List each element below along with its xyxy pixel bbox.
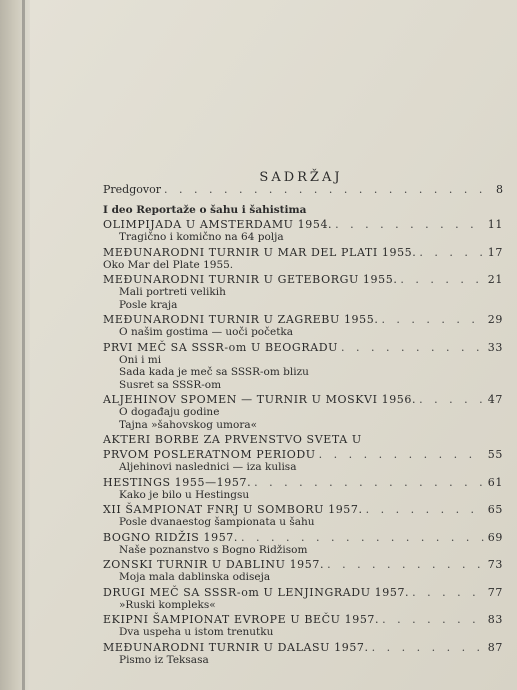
toc-entry-title: DRUGI MEČ SA SSSR-om U LENJINGRADU 1957. [103,585,410,599]
toc-entry [103,247,503,259]
toc-entry [103,274,503,286]
toc-entry-subtitle: »Ruski kompleks« [119,598,216,611]
toc-entry [103,642,503,654]
toc-heading: SADRŽAJ [259,170,343,185]
toc-entry-title: ALJEHINOV SPOMEN — TURNIR U MOSKVI 1956. [103,393,417,406]
toc-entry [103,342,503,354]
toc-entry-subtitle: Oni i mi [119,353,162,366]
toc-entry-subtitle: Moja mala dablinska odiseja [119,571,271,583]
toc-part-title-text: I deo Reportaže o šahu i šahistima [103,204,307,216]
toc-entry-subtitle: O našim gostima — uoči početka [119,326,294,338]
toc-entry-page: 65 [487,503,503,516]
toc-entry-subtitle: Oko Mar del Plate 1955. [103,258,234,271]
toc-entry-page: 73 [487,558,503,571]
toc-entry-page: 33 [487,340,503,354]
toc-entry-page: 21 [487,273,503,286]
book-spine-shadow [0,0,30,690]
toc-leader-dots [335,219,484,231]
toc-entry-subtitle: Posle dvanaestog šampionata u šahu [119,516,315,528]
toc-leader-dots [366,504,484,516]
toc-entry-title: EKIPNI ŠAMPIONAT EVROPE U BEČU 1957. [103,613,380,626]
toc-entry-subtitle: Mali portreti velikih [119,286,226,298]
toc-entry [103,477,503,489]
page-fold-line [22,0,25,690]
toc-entry-page: 83 [487,613,503,626]
toc-row-preface [103,184,503,196]
toc-leader-dots [419,394,484,406]
toc-entry-subtitle: Tragično i komično na 64 polja [119,231,284,243]
toc-entry [103,434,503,446]
toc-entry [103,504,503,516]
toc-entry-page: 55 [487,448,503,461]
toc-entry-title: XII ŠAMPIONAT FNRJ U SOMBORU 1957. [103,503,363,516]
toc-entry [103,314,503,326]
toc-entry [103,532,503,544]
toc-leader-dots [164,184,484,196]
toc-leader-dots [400,274,484,286]
toc-entry-title: MEĐUNARODNI TURNIR U DALASU 1957. [103,640,369,654]
toc-leader-dots [319,449,484,461]
toc-entry [103,219,503,231]
toc-entry-title: PRVI MEČ SA SSSR-om U BEOGRADU [103,340,339,354]
toc-entry-title: BOGNO RIDŽIS 1957. [103,530,238,544]
toc-entry-subtitle: Pismo iz Teksasa [119,653,209,666]
toc-entry-subtitle: Kako je bilo u Hestingsu [119,488,250,501]
toc-entry-subtitle: Dva uspeha u istom trenutku [119,626,274,638]
toc-leader-dots [341,342,484,354]
toc-leader-dots [412,587,484,599]
toc-entry-title: PRVOM POSLERATNOM PERIODU [103,448,316,461]
toc-leader-dots [381,314,484,326]
toc-entry-page: 29 [487,313,503,326]
toc-preface-page: 8 [496,183,503,196]
toc-entry-subtitle: Tajna »šahovskog umora« [119,418,258,431]
toc-entry [103,614,503,626]
toc-entry-page: 11 [487,218,503,231]
toc-entry-subtitle: Susret sa SSSR-om [119,378,222,391]
toc-leader-dots [372,642,484,654]
toc-entry-title: ZONSKI TURNIR U DABLINU 1957. [103,558,325,571]
toc-entry-title: MEĐUNARODNI TURNIR U GETEBORGU 1955. [103,273,398,286]
toc-entry-title: OLIMPIJADA U AMSTERDAMU 1954. [103,218,333,231]
toc-entry-page: 77 [487,585,503,599]
toc-entry-page: 87 [487,640,503,654]
toc-entry-subtitle: O događaju godine [119,406,220,418]
toc-entry-page: 69 [487,530,503,544]
book-page [30,0,517,690]
table-of-contents [103,182,503,666]
toc-entry-title: HESTINGS 1955—1957. [103,475,252,489]
toc-leader-dots [241,532,484,544]
toc-leader-dots [254,477,484,489]
toc-entry-subtitle: Sada kada je meč sa SSSR-om blizu [119,366,309,378]
toc-entry-page: 47 [487,393,503,406]
toc-entry-title: MEĐUNARODNI TURNIR U ZAGREBU 1955. [103,313,379,326]
toc-part-title [103,204,503,216]
toc-entry [103,559,503,571]
toc-entry-title: AKTERI BORBE ZA PRVENSTVO SVETA U [103,433,362,446]
toc-leader-dots [419,247,484,259]
toc-entry-page: 61 [487,475,503,489]
toc-entry [103,394,503,406]
toc-entry [103,587,503,599]
toc-entry-title: MEĐUNARODNI TURNIR U MAR DEL PLATI 1955. [103,245,417,259]
toc-leader-dots [327,559,484,571]
toc-entry-subtitle: Naše poznanstvo s Bogno Ridžisom [119,543,308,556]
toc-leader-dots [382,614,484,626]
toc-entry-subtitle: Posle kraja [119,298,178,311]
toc-entry-subtitle: Aljehinovi naslednici — iza kulisa [119,461,297,473]
toc-entry [103,449,503,461]
toc-entry-page: 17 [487,245,503,259]
toc-preface-title: Predgovor [103,183,161,196]
